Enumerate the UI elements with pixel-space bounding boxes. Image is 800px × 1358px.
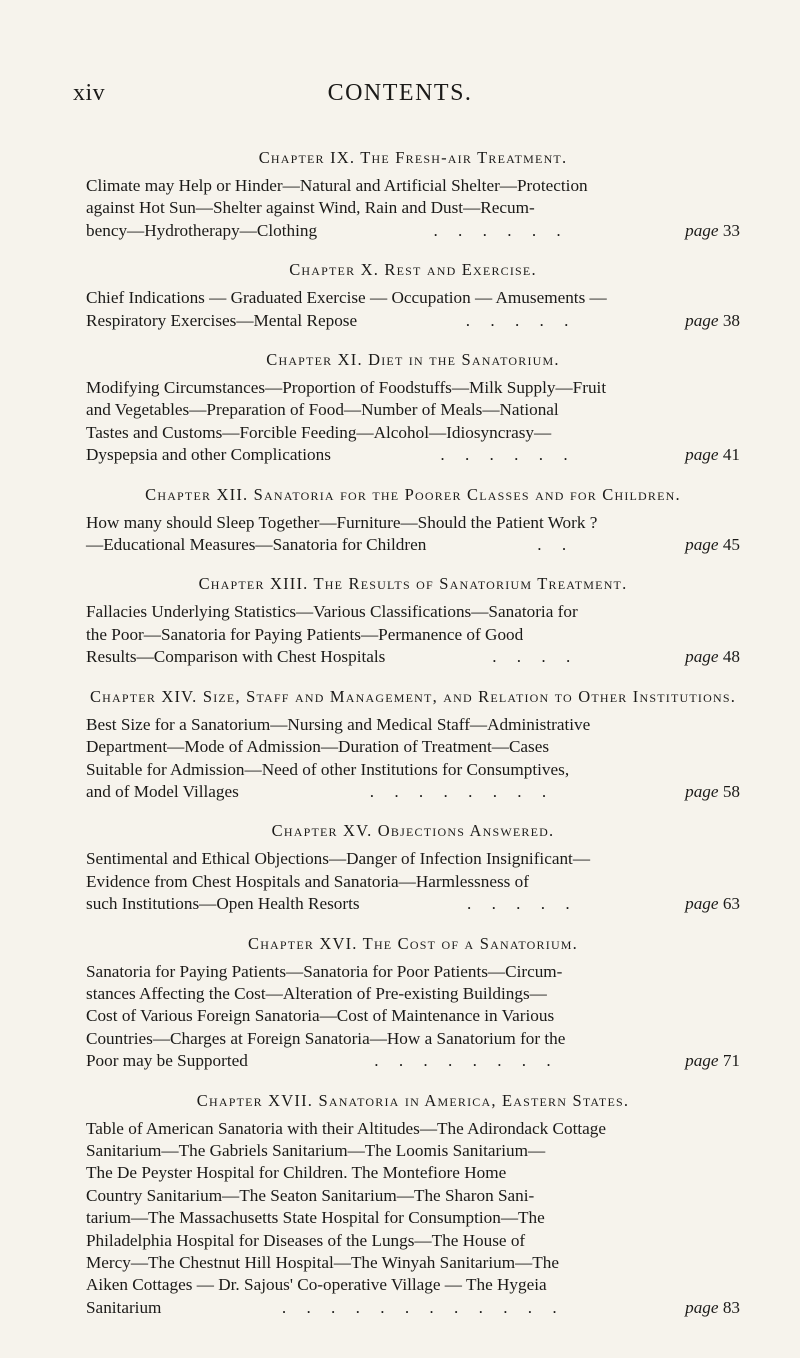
chapter-summary <box>86 512 740 557</box>
page-label: page <box>685 894 719 914</box>
summary-line-text: Results—Comparison with Chest Hospitals <box>86 647 386 667</box>
summary-line: tarium—The Massachusetts State Hospital for Consumption—The <box>86 1208 545 1228</box>
summary-line: Aiken Cottages — Dr. Sajous' Co-operative Village — The Hygeia <box>86 1275 547 1295</box>
dot-leader: . . . . <box>492 647 579 667</box>
chapter-summary <box>86 287 740 332</box>
summary-line-text: Sanitarium <box>86 1297 162 1317</box>
chapter-summary <box>86 1118 740 1320</box>
page-number-ref: 48 <box>722 647 740 667</box>
page-number-ref: 83 <box>722 1297 740 1317</box>
page-reference <box>685 893 740 915</box>
summary-last-line <box>86 781 740 803</box>
summary-line: Modifying Circumstances—Proportion of Foodstuffs—Milk Supply—Fruit <box>86 378 607 398</box>
running-head <box>0 80 800 110</box>
summary-last-line <box>86 1297 740 1319</box>
chapter-summary <box>86 961 740 1073</box>
summary-line: Best Size for a Sanatorium—Nursing and Medical Staff—Administrative <box>86 714 591 734</box>
summary-last-line <box>86 893 740 915</box>
summary-line: Tastes and Customs—Forcible Feeding—Alcohol—Idiosyncrasy— <box>86 422 552 442</box>
summary-line: Sanitarium—The Gabriels Sanitarium—The Loomis Sanitarium— <box>86 1140 546 1160</box>
summary-line: Climate may Help or Hinder—Natural and Artificial Shelter—Protection <box>86 176 588 195</box>
page-number-ref: 41 <box>722 445 740 465</box>
dot-leader: . . . . . . <box>440 445 576 465</box>
dot-leader: . . . . . . . . . . . . <box>281 1297 565 1317</box>
summary-line: Mercy—The Chestnut Hill Hospital—The Winyah Sanitarium—The <box>86 1253 559 1272</box>
page-label: page <box>685 445 719 465</box>
dot-leader: . . . . . . . . <box>369 781 555 801</box>
page-label: page <box>685 1051 719 1071</box>
summary-last-line <box>86 646 740 668</box>
summary-line: Fallacies Underlying Statistics—Various Classifications—Sanatoria for <box>86 602 578 622</box>
chapter-entry <box>86 259 740 332</box>
dot-leader: . . <box>537 535 575 555</box>
page-label: page <box>685 220 719 240</box>
summary-line: Philadelphia Hospital for Diseases of the Lungs—The House of <box>86 1230 526 1250</box>
chapter-heading: Chapter IX. The Fresh-air Treatment. <box>258 148 568 167</box>
page-label: page <box>685 310 719 330</box>
summary-last-line <box>86 220 740 242</box>
chapter-heading: Chapter XIII. The Results of Sanatorium Treatment. <box>198 574 628 594</box>
chapter-entry <box>86 349 740 467</box>
chapter-entry <box>86 686 740 804</box>
page-reference <box>685 310 740 332</box>
summary-line: Cost of Various Foreign Sanatoria—Cost of Maintenance in Various <box>86 1006 555 1026</box>
chapter-summary <box>86 601 740 668</box>
summary-line: Department—Mode of Admission—Duration of Treatment—Cases <box>86 737 550 757</box>
summary-line: Sanatoria for Paying Patients—Sanatoria for Poor Patients—Circum- <box>86 961 563 981</box>
page-reference <box>685 444 740 466</box>
page-reference <box>685 534 740 556</box>
summary-line: and Vegetables—Preparation of Food—Number of Meals—National <box>86 400 559 420</box>
page-number-ref: 63 <box>722 894 740 914</box>
chapter-summary <box>86 377 740 467</box>
chapter-heading: Chapter X. Rest and Exercise. <box>289 260 537 280</box>
chapter-entry <box>86 933 740 1073</box>
page-number-ref: 45 <box>722 535 740 555</box>
page-number: xiv <box>73 80 106 106</box>
chapter-summary <box>86 175 740 242</box>
page-reference <box>685 646 740 668</box>
summary-line-text: Poor may be Supported <box>86 1051 248 1071</box>
page-reference <box>685 220 740 242</box>
chapter-heading: Chapter XIV. Size, Staff and Management, and Relation to Other Institutions. <box>89 686 737 706</box>
dot-leader: . . . . . . <box>433 220 569 240</box>
page-label: page <box>685 1297 719 1317</box>
chapter-entry <box>86 147 740 242</box>
summary-line: the Poor—Sanatoria for Paying Patients—Permanence of Good <box>86 624 524 644</box>
summary-line: The De Peyster Hospital for Children. The Montefiore Home <box>86 1163 507 1183</box>
summary-line: How many should Sleep Together—Furniture—Should the Patient Work ? <box>86 512 598 532</box>
page-label: page <box>685 535 719 555</box>
summary-line: Sentimental and Ethical Objections—Danger of Infection Insignificant— <box>86 849 591 869</box>
summary-line: stances Affecting the Cost—Alteration of Pre-existing Buildings— <box>86 983 547 1003</box>
dot-leader: . . . . . <box>466 894 578 914</box>
chapter-entry <box>86 484 740 557</box>
table-of-contents <box>86 147 740 1336</box>
dot-leader: . . . . . <box>465 310 577 330</box>
summary-line-text: Dyspepsia and other Complications <box>86 445 331 465</box>
chapter-heading: Chapter XI. Diet in the Sanatorium. <box>266 350 560 370</box>
summary-line-text: Respiratory Exercises—Mental Repose <box>86 310 358 330</box>
page-title: CONTENTS. <box>327 80 473 106</box>
summary-last-line <box>86 310 740 332</box>
summary-line-text: such Institutions—Open Health Resorts <box>86 894 360 914</box>
page-label: page <box>685 647 719 667</box>
page-number-ref: 38 <box>722 310 740 330</box>
chapter-entry <box>86 820 740 915</box>
summary-line: against Hot Sun—Shelter against Wind, Rain and Dust—Recum- <box>86 198 535 218</box>
chapter-heading: Chapter XII. Sanatoria for the Poorer Classes and for Children. <box>145 484 681 504</box>
summary-line: Countries—Charges at Foreign Sanatoria—How a Sanatorium for the <box>86 1028 566 1048</box>
summary-line: Suitable for Admission—Need of other Institutions for Consumptives, <box>86 759 570 779</box>
summary-line: Table of American Sanatoria with their Altitudes—The Adirondack Cottage <box>86 1118 607 1138</box>
summary-line-text: bency—Hydrotherapy—Clothing <box>86 220 318 240</box>
page-number-ref: 58 <box>722 781 740 801</box>
page-label: page <box>685 781 719 801</box>
dot-leader: . . . . . . . . <box>374 1051 559 1071</box>
page-reference <box>685 1297 740 1319</box>
summary-line-text: and of Model Villages <box>86 781 239 801</box>
chapter-summary <box>86 714 740 804</box>
summary-line: Country Sanitarium—The Seaton Sanitarium—The Sharon Sani- <box>86 1185 535 1205</box>
chapter-heading: Chapter XVII. Sanatoria in America, Eastern States. <box>196 1090 630 1110</box>
summary-line: Chief Indications — Graduated Exercise — Occupation — Amusements — <box>86 288 607 308</box>
page-reference <box>685 1050 740 1072</box>
chapter-entry <box>86 573 740 668</box>
summary-last-line <box>86 444 740 466</box>
chapter-heading: Chapter XVI. The Cost of a Sanatorium. <box>247 933 579 953</box>
page-reference <box>685 781 740 803</box>
summary-line: Evidence from Chest Hospitals and Sanatoria—Harmlessness of <box>86 871 529 891</box>
summary-last-line <box>86 1050 740 1072</box>
chapter-entry <box>86 1090 740 1320</box>
summary-last-line <box>86 534 740 556</box>
page-number-ref: 71 <box>722 1051 740 1071</box>
chapter-summary <box>86 848 740 915</box>
summary-line-text: —Educational Measures—Sanatoria for Children <box>86 535 427 555</box>
page-number-ref: 33 <box>722 220 740 240</box>
chapter-heading: Chapter XV. Objections Answered. <box>271 821 555 841</box>
